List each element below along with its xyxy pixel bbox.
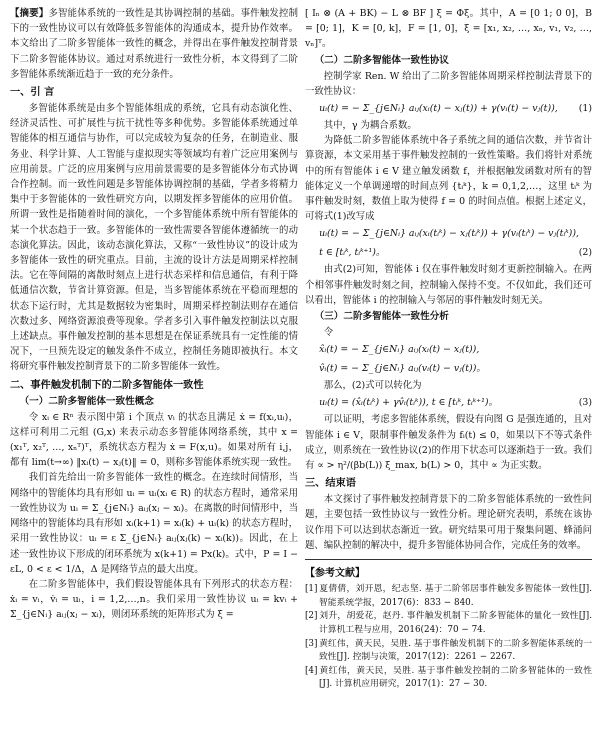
transform-text: 那么，(2)式可以转化为 xyxy=(323,380,422,392)
equation-vhat-body: v̂ᵢ(t) = − Σ_{j∈Nᵢ} aᵢⱼ(vᵢ(t) − vⱼ(t))。 xyxy=(319,363,486,375)
section-1-title: 一、引 言 xyxy=(10,87,55,99)
equation-vhat xyxy=(305,359,592,378)
section-2-paragraph-2: 我们首先给出一阶多智能体一致性的概念。在连续时间情形，当网络中的智能体均具有形如 uᵢ = uᵢ(xᵢ ∈ R) 的状态方程时，通常采用一致性协议为 uᵢ = Σ_{j∈Nᵢ} aᵢⱼ(xⱼ − xᵢ)。在离散的时间情形中，当网络中的智能体均具有形如 xᵢ(k+1) = xᵢ(k) + uᵢ(k) 的状态方程时，采用一致性协议：uᵢ = ε Σ_{j∈Nᵢ} aᵢⱼ(xⱼ(k) − xᵢ(k))。因此，在上述一致性协议下形成的闭环系统为 x(k+1) = Px(k)。式中，P = I − εL, 0 < ε < 1/Δ，Δ 是网络节点的最大出度。 xyxy=(10,472,298,575)
abstract-text: 多智能体系统的一致性是其协调控制的基础。事件触发控制下的一致性协议可以有效降低多智能体的沟通成本，提升协作效率。本文给出了二阶多智能体一致性的概念，并得出在事件触发控制背景下二阶多智能体协议。通过对系统进行一致性分析，本文得到了二阶多智能体系统渐近趋于一致的充分条件。 xyxy=(10,8,298,80)
equation-2-remark: 由式(2)可知，智能体 i 仅在事件触发时刻才更新控制输入。在两个相邻事件触发时刻之间，控制输入保持不变。不仅如此，我们还可以看出，智能体 i 的控制输入与邻居的事件触发时刻无关。 xyxy=(305,264,592,306)
section-1-paragraph: 多智能体系统是由多个智能体组成的系统，它具有动态演化性、经济灵活性、可扩展性与抗干扰性等多种优势。多智能体系统通过单智能体的相互通信与协作，可以完成较为复杂的任务，在制造业、服务业、科学计算、人工智能与虚拟现实等领域均有着广泛应用案例与应用前景。广泛的应用案例与应用前景需要的是多智能体分布式协调合作控制。而一致性问题是多智能体协调控制的基础，学者多将精力集中于多智能体的一致性研究方向，以期发挥多智能体的应用价值。所谓一致性是指随着时间的演化，一个多智能体系统中所有智能体的某一个状态趋于一致。多智能体的一致性需要各智能体遵循统一的动态演化算法。因此，该动态演化算法，又称“一致性协议”的设计成为多智能体一致性的研究重点。目前，主流的设计方法是周期采样控制法。它在等间隔的离散时刻点上进行状态采样和信息通信，有利于降低通信次数，节省计算资源。但是，当多智能体系统在平稳而理想的状态下运行时，尤其是数据较为密集时，周期采样控制法则存在通信次数过多、网络资源浪费等现象。学者多引入事件触发控制法以克服上述缺点。事件触发控制的基本思想是在保证系统具有一定性能的情况下，一旦预先设定的触发条件不成立，控制任务随即被执行。本文将研究事件触发控制背景下的二阶多智能体一致性。 xyxy=(10,103,298,373)
let-text: 令 xyxy=(323,327,334,339)
equation-1-number: (1) xyxy=(578,103,592,115)
reference-index: [1] xyxy=(305,584,318,595)
equation-3 xyxy=(305,393,592,412)
equation-2-number: (2) xyxy=(578,247,592,259)
reference-item xyxy=(305,665,592,692)
equation-2-interval-text: t ∈ [tᵢᵏ, tᵢᵏ⁺¹)。 xyxy=(319,247,386,259)
subsection-2-3-title: （三）二阶多智能体一致性分析 xyxy=(314,311,449,323)
subsection-2-2-title: （二）二阶多智能体一致性协议 xyxy=(314,54,449,66)
reference-index: [2] xyxy=(305,611,318,622)
equation-1-body: uᵢ(t) = − Σ_{j∈Nᵢ} aᵢⱼ(xᵢ(t) − xⱼ(t)) + γ(vᵢ(t) − vⱼ(t)), xyxy=(319,103,558,115)
section-2-paragraph-3: 在二阶多智能体中，我们假设智能体具有下列形式的状态方程：ẋᵢ = vᵢ，v̇ᵢ = uᵢ，i = 1,2,…,n。我们采用一致性协议 uᵢ = kvᵢ + Σ_{j∈Nᵢ} aᵢⱼ(xⱼ − xᵢ)，则闭环系统的矩阵形式为 ξ̇ = xyxy=(10,578,298,621)
abstract-label: 【摘要】 xyxy=(10,8,49,19)
divider xyxy=(305,559,592,560)
reference-item xyxy=(305,583,592,610)
reference-index: [3] xyxy=(305,638,318,649)
closed-loop-equation: [ Iₙ ⊗ (A + BK) − L ⊗ BF ] ξ = Φξ。其中，A = [0 1; 0 0]，B = [0; 1]，K = [0, k]，F = [1, 0]，ξ = [x₁, x₂, …, xₙ, v₁, v₂, …, vₙ]ᵀ。 xyxy=(305,8,592,50)
conclusion-paragraph: 本文探讨了事件触发控制背景下的二阶多智能体系统的一致性问题，主要包括一致性协议与一致性分析。理论研究表明，系统在该协议作用下可以达到状态渐近一致。研究结果可用于聚集问题、蜂涌问题、编队控制的解决中，提升多智能体协同合作，完成任务的效率。 xyxy=(305,494,592,551)
right-column xyxy=(305,6,592,692)
section-2-title: 二、事件触发机制下的二阶多智能体一致性 xyxy=(10,379,204,391)
references-title: 【参考文献】 xyxy=(305,568,365,580)
equation-3-number: (3) xyxy=(578,397,592,409)
reference-text: 黄红伟，黄天民，吴胜. 基于事件触发控制的二阶多智能体的一致性[J]. 计算机应用研究，2017(1)：27 − 30. xyxy=(319,665,592,690)
event-trigger-paragraph: 为降低二阶多智能体系统中各子系统之间的通信次数，并节省计算资源，本文采用基于事件触发控制的一致性策略。我们将针对系统中的所有智能体 i ∈ V 建立触发函数 f，并根据触发函数对所有的智能体定义一个单调递增的时间点列 {tᵢᵏ}，k = 0,1,2,…，这里 tᵢᵏ 为事件触发时刻，数值上取为使得 f = 0 的时间点值。根据上述定义，可将式(1)改写成 xyxy=(305,135,592,223)
equation-xhat xyxy=(305,340,592,359)
reference-text: 刘升，胡爱花，赵丹. 事件触发机制下二阶多智能体的量化一致性[J]. 计算机工程与应用，2016(24)：70 − 74. xyxy=(319,611,592,636)
equation-3-body: uᵢ(t) = (x̂ᵢ(tᵢᵏ) + γv̂ᵢ(tᵢᵏ)), t ∈ [tᵢᵏ, tᵢᵏ⁺¹)。 xyxy=(319,397,498,409)
equation-2 xyxy=(305,224,592,243)
reference-item xyxy=(305,638,592,665)
reference-text: 夏倩倩，刘开恩，纪志坚. 基于二阶邻居事件触发多智能体一致性[J]. 智能系统学报，2017(6)：833 − 840. xyxy=(319,584,592,608)
equation-2-interval xyxy=(305,243,592,262)
equation-1 xyxy=(305,99,592,118)
left-column xyxy=(10,6,298,623)
reference-item xyxy=(305,610,592,637)
gamma-note: 其中，γ 为耦合系数。 xyxy=(323,120,417,132)
consensus-condition: 可以证明，考虑多智能体系统，假设有向图 G 是强连通的，且对智能体 i ∈ V，限制事件触发条件为 fᵢ(t) ≤ 0，如果以下不等式条件成立，则系统在一致性协议(2)的作用下状态可以逐渐趋于一致。我们有 ∝ > η²/(βb(L)) ξ_max, b(L) > 0，其中 ∝ 为正实数。 xyxy=(305,414,592,472)
protocol-intro: 控制学家 Ren. W 给出了二阶多智能体周期采样控制法背景下的一致性协议： xyxy=(305,70,592,97)
abstract xyxy=(10,6,298,82)
equation-2-body: uᵢ(t) = − Σ_{j∈Nᵢ} aᵢⱼ(xᵢ(tᵢᵏ) − xⱼ(tᵢᵏ)) + γ(vᵢ(tᵢᵏ) − vⱼ(tᵢᵏ)), xyxy=(319,228,579,240)
section-3-title: 三、结束语 xyxy=(305,478,356,490)
reference-list xyxy=(305,583,592,692)
section-2-paragraph-1: 令 xᵢ ∈ Rⁿ 表示图中第 i 个顶点 vᵢ 的状态且满足 ẋ = f(xᵢ,uᵢ)，这样可利用二元组 (G,x) 来表示动态多智能体网络系统，其中 x = (x₁ᵀ, x₂ᵀ, …, xₙᵀ)ᵀ，系统状态方程为 ẋ = F(x,u)。如果对所有 i,j，都有 lim(t→∞) ‖xᵢ(t) − xⱼ(t)‖ = 0，则称多智能体系统实现一致性。 xyxy=(10,411,298,469)
equation-xhat-body: x̂ᵢ(t) = − Σ_{j∈Nᵢ} aᵢⱼ(xᵢ(t) − xⱼ(t)), xyxy=(319,344,480,356)
subsection-2-1-title: （一）二阶多智能体一致性概念 xyxy=(19,395,154,407)
reference-index: [4] xyxy=(305,665,318,676)
reference-text: 黄红伟，黄天民，吴胜. 基于事件触发机制下的二阶多智能体系统的一致性[J]. 控制与决策，2017(12)：2261 − 2267. xyxy=(319,638,592,663)
